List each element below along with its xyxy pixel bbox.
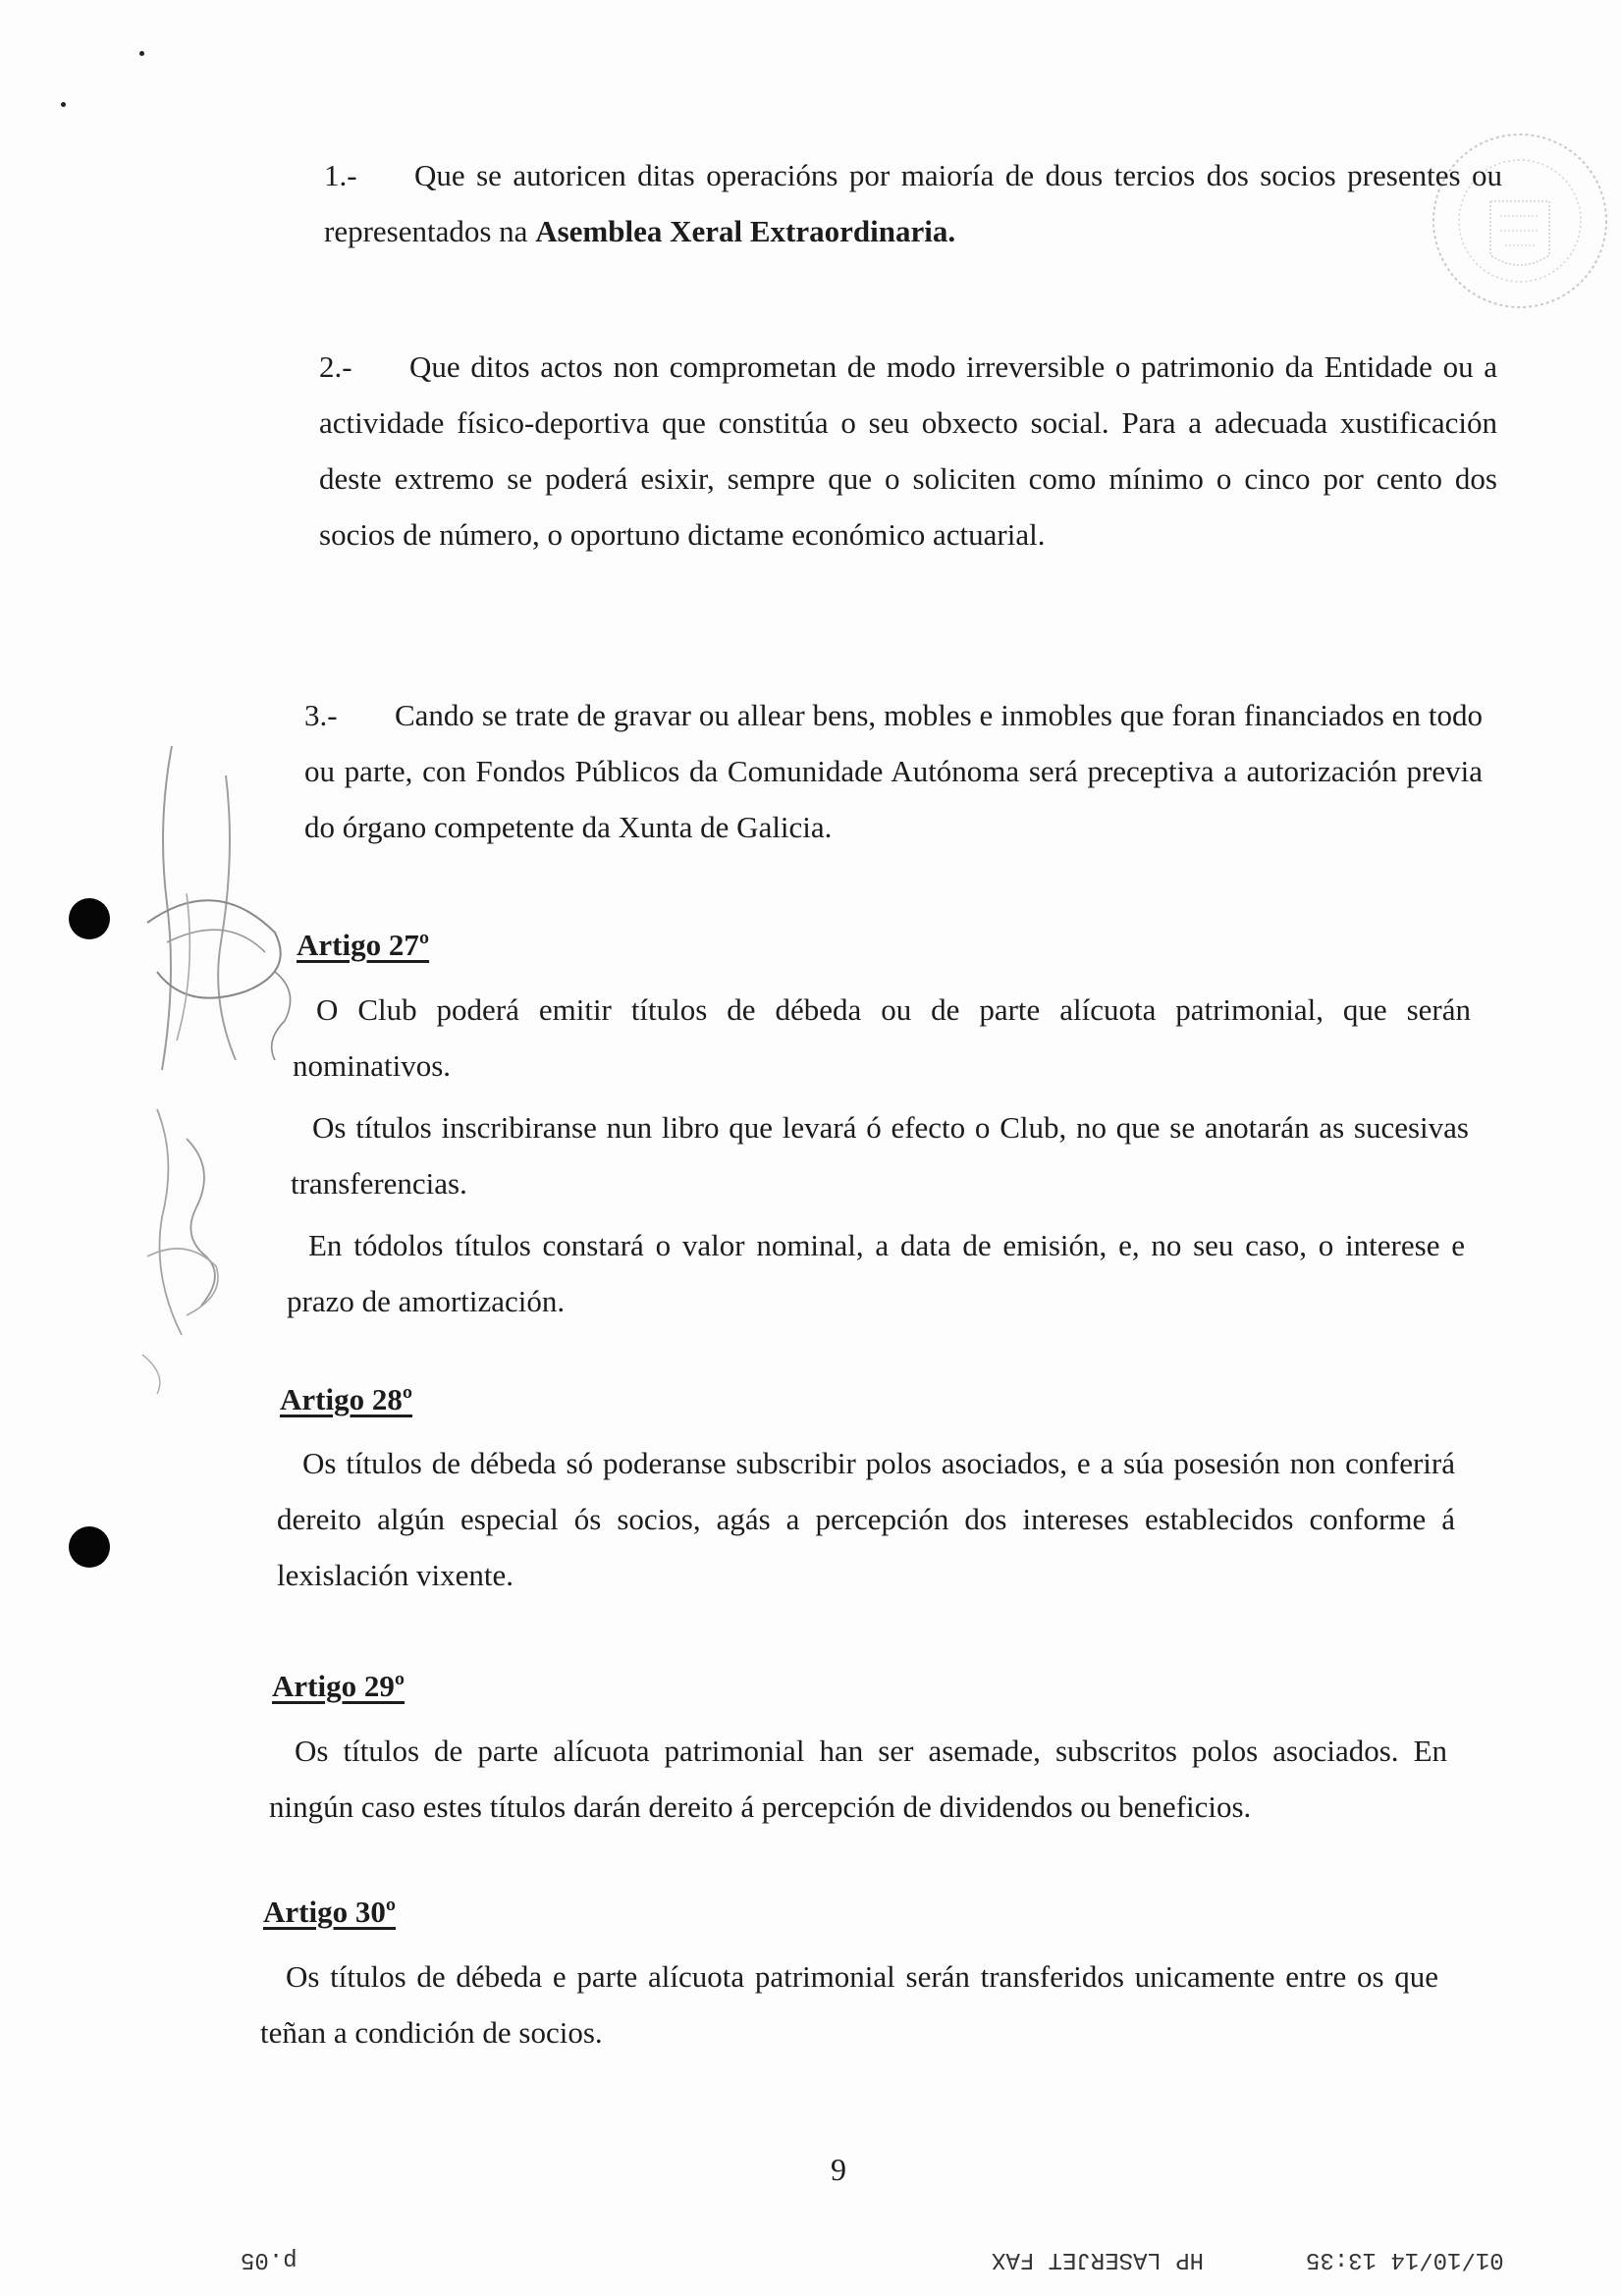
list-item-2 <box>319 339 1497 562</box>
article-paragraph: Os títulos de débeda só poderanse subscribir polos asociados, e a súa posesión non conferirá dereito algún especial ós socios, agás a percepción dos intereses establecidos conforme á lexislación vixente. <box>277 1446 1455 1592</box>
item-text: Que ditos actos non comprometan de modo irreversible o patrimonio da Entidade ou a actividade físico-deportiva que constitúa o seu obxecto social. Para a adecuada xustificación deste extremo se poderá esixir, sempre que o soliciten como mínimo o cinco por cento dos socios de número, o oportuno dictame económico actuarial. <box>319 349 1497 552</box>
item-text: Cando se trate de gravar ou allear bens, mobles e inmobles que foran financiados en todo ou parte, con Fondos Públicos da Comunidade Autónoma será preceptiva a autorización previa do órgano competente da Xunta de Galicia. <box>304 698 1483 844</box>
article-heading: Artigo 28º <box>280 1382 413 1416</box>
scan-speck <box>139 51 144 56</box>
page-number: 9 <box>831 2152 846 2187</box>
fax-footer-device: HP LASERJET FAX <box>992 2246 1205 2272</box>
scan-speck <box>61 102 66 107</box>
item-number: 1.- <box>324 158 357 192</box>
article-heading: Artigo 27º <box>297 928 430 962</box>
article-heading: Artigo 30º <box>263 1895 397 1929</box>
list-item-3 <box>304 687 1483 855</box>
fax-footer-page: p.05 <box>241 2246 297 2272</box>
item-number: 3.- <box>304 698 338 732</box>
article-heading: Artigo 29º <box>272 1669 405 1703</box>
item-number: 2.- <box>319 349 352 384</box>
punch-hole <box>69 898 110 939</box>
article-paragraph: Os títulos inscribiranse nun libro que levará ó efecto o Club, no que se anotarán as sucesivas transferencias. <box>291 1110 1469 1201</box>
article-paragraph: Os títulos de débeda e parte alícuota patrimonial serán transferidos unicamente entre os que teñan a condición de socios. <box>260 1959 1438 2050</box>
fax-footer-timestamp: 01/10/14 13:35 <box>1306 2246 1504 2272</box>
list-item-1 <box>324 147 1502 259</box>
article-paragraph: O Club poderá emitir títulos de débeda ou de parte alícuota patrimonial, que serán nominativos. <box>293 992 1471 1083</box>
signature-scribble <box>128 746 314 1394</box>
punch-hole <box>69 1526 110 1568</box>
item-text: Que se autoricen ditas operacións por maioría de dous tercios dos socios presentes ou representados na <box>324 158 1502 248</box>
article-paragraph: En tódolos títulos constará o valor nominal, a data de emisión, e, no seu caso, o interese e prazo de amortización. <box>287 1228 1465 1318</box>
item-bold-text: Asemblea Xeral Extraordinaria. <box>535 214 956 248</box>
article-paragraph: Os títulos de parte alícuota patrimonial han ser asemade, subscritos polos asociados. En ningún caso estes títulos darán dereito á percepción de dividendos ou beneficios. <box>269 1734 1447 1824</box>
